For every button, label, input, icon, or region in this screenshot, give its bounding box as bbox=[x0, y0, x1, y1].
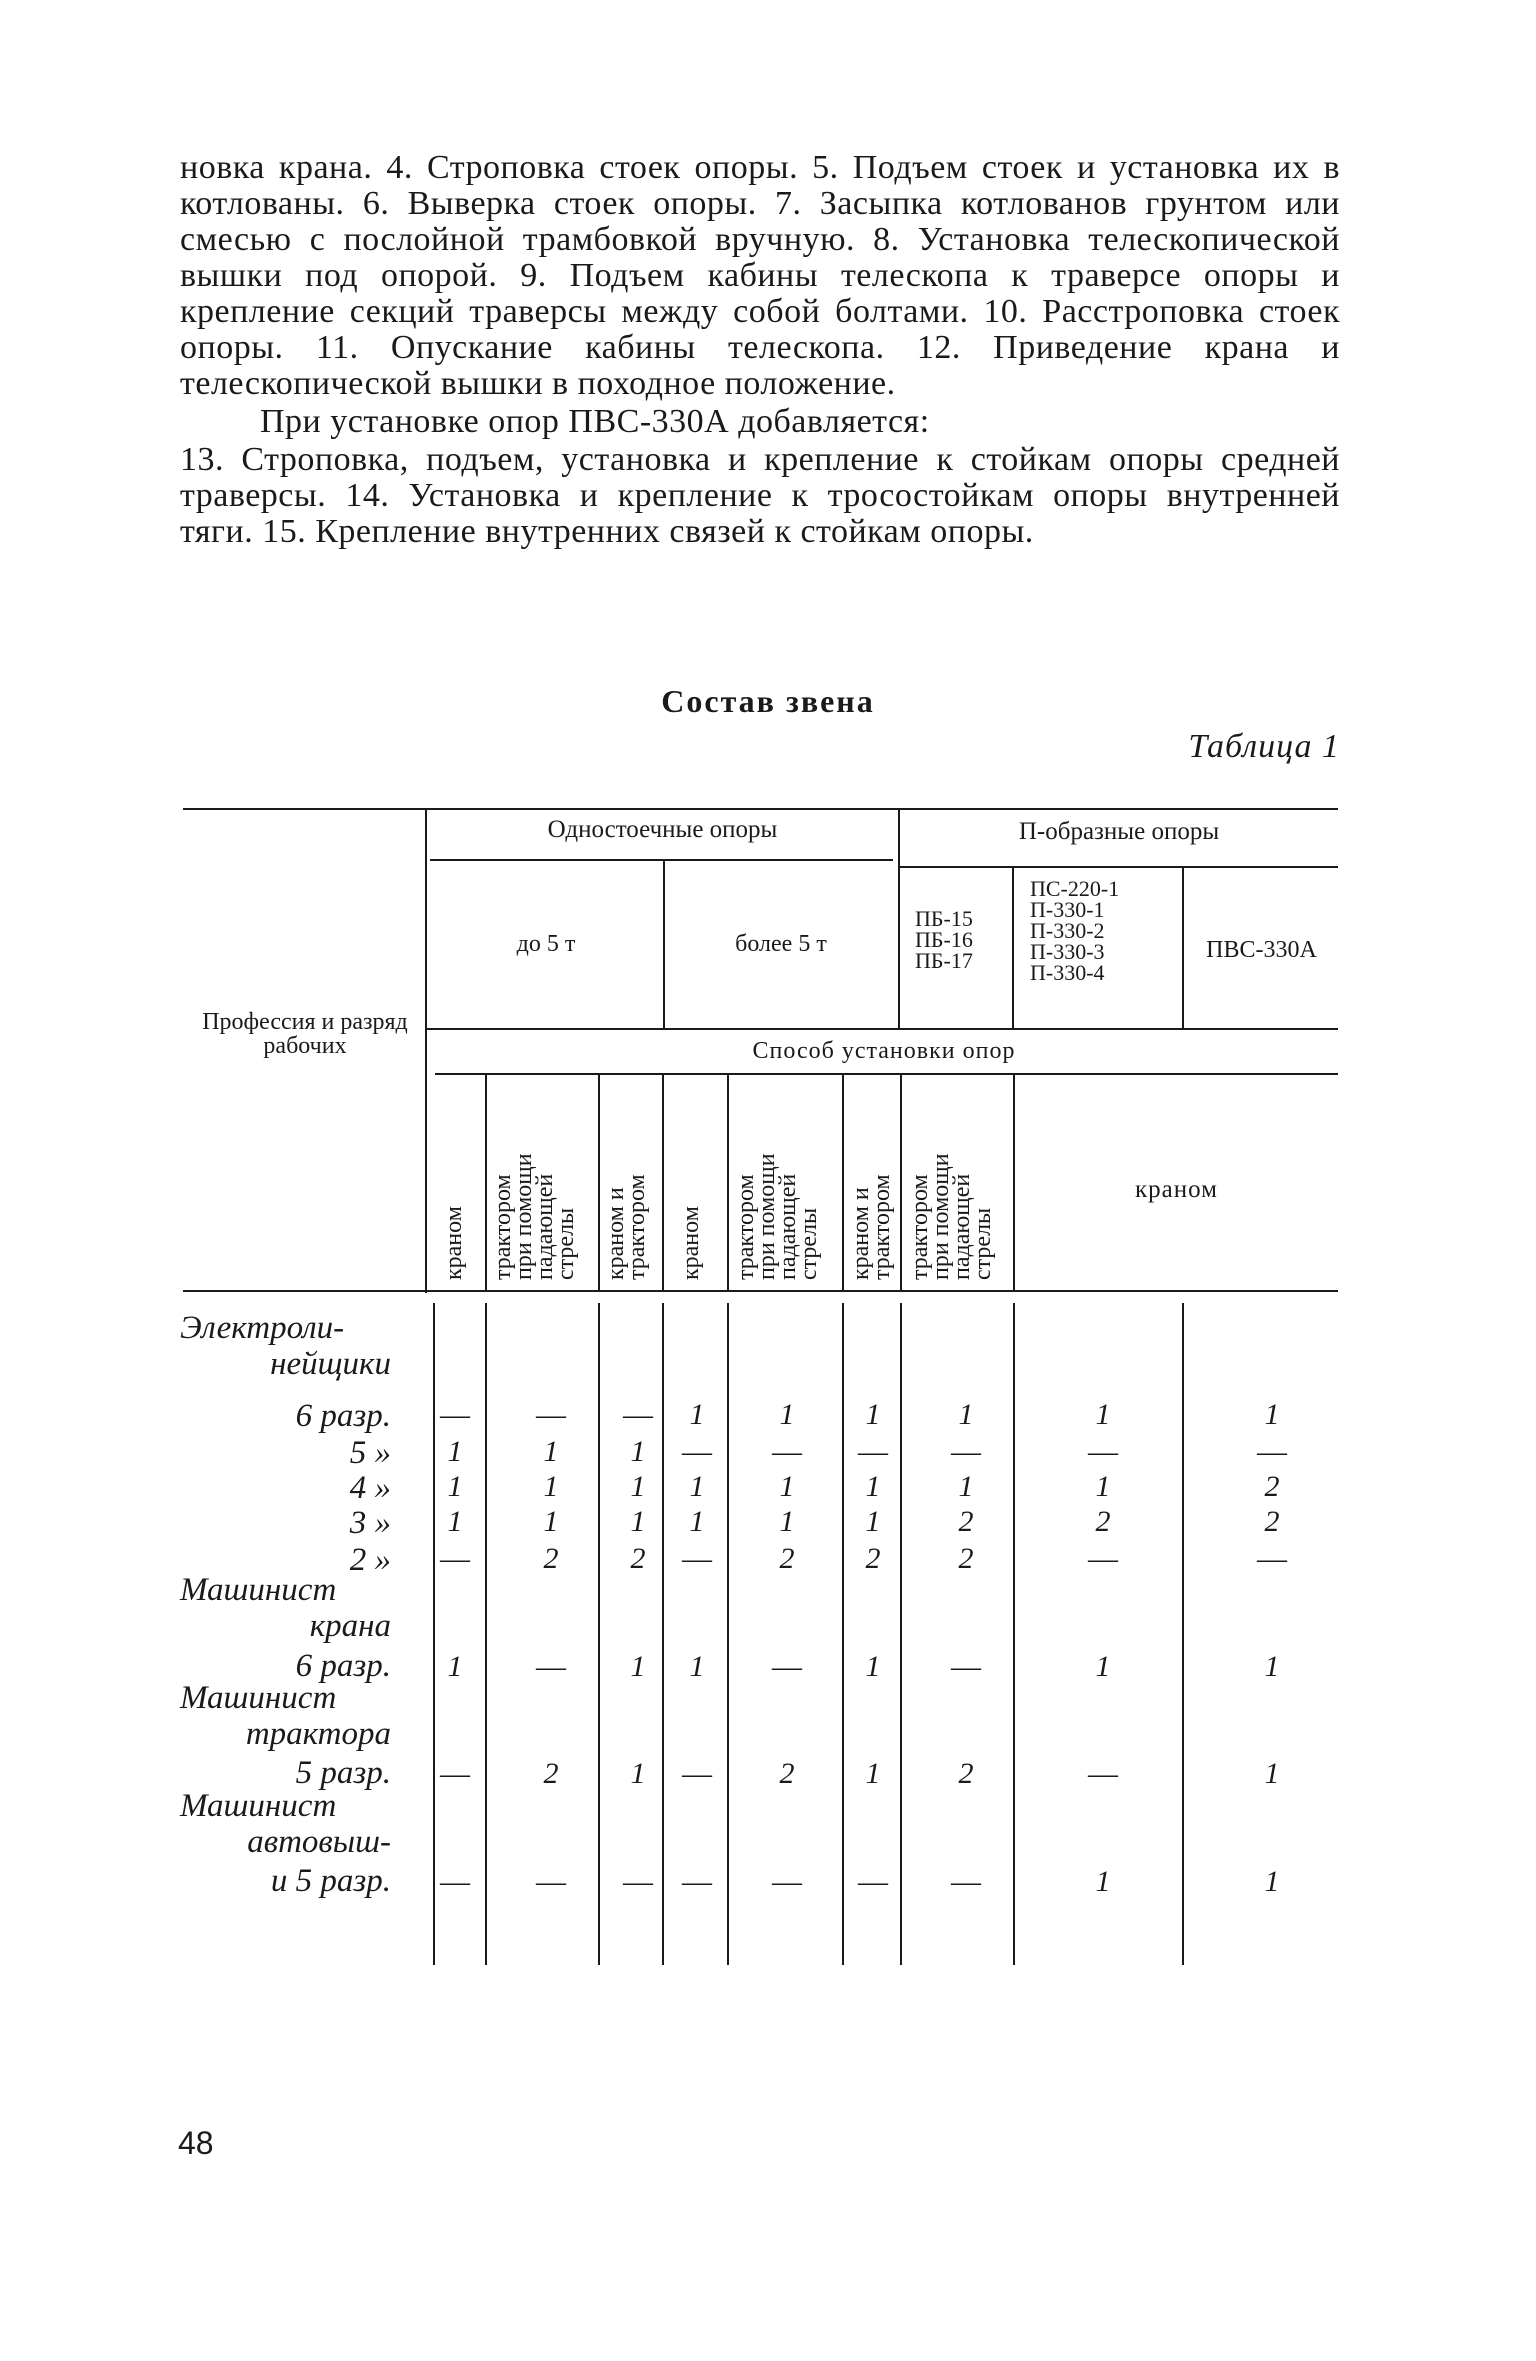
cell-r6-c8: 1 bbox=[1264, 1757, 1280, 1790]
row-label-5-0: Машинист bbox=[180, 1572, 337, 1608]
cell-r0-c4: 1 bbox=[779, 1398, 795, 1431]
cell-r3-c8: 2 bbox=[1264, 1505, 1280, 1538]
cell-r3-c0: 1 bbox=[447, 1505, 463, 1538]
row-label-7-1: автовыш- bbox=[247, 1824, 391, 1860]
header-code-pvs: ПВС-330А bbox=[1206, 937, 1317, 963]
method-header-1: трактором при помощи падающей стрелы bbox=[490, 1153, 579, 1280]
cell-r3-c7: 2 bbox=[1095, 1505, 1111, 1538]
cell-r6-c7: — bbox=[1088, 1757, 1118, 1790]
rule-under-method bbox=[435, 1073, 1338, 1075]
cell-r6-c2: 1 bbox=[630, 1757, 646, 1790]
cell-r1-c5: — bbox=[858, 1435, 888, 1468]
paragraph-3: 13. Строповка, подъем, установка и крепление к стойкам опоры средней траверсы. 14. Установка и крепление к тросостойкам опоры внутренней тяги. 15. Крепление внутренних связей к стойкам опоры. bbox=[180, 441, 1340, 550]
cell-r2-c4: 1 bbox=[779, 1470, 795, 1503]
cell-r2-c0: 1 bbox=[447, 1470, 463, 1503]
method-header-2: краном и трактором bbox=[603, 1174, 650, 1280]
vline-pb-ps bbox=[1012, 866, 1014, 1028]
cell-r1-c2: 1 bbox=[630, 1435, 646, 1468]
cell-r7-c6: — bbox=[951, 1865, 981, 1898]
row-grade-3: 3 » bbox=[349, 1505, 391, 1541]
vline-method-3 bbox=[727, 1075, 729, 1290]
row-label-6-1: трактора bbox=[245, 1716, 391, 1752]
cell-r4-c3: — bbox=[682, 1542, 712, 1575]
rule-under-p-group bbox=[900, 866, 1338, 868]
cell-r5-c8: 1 bbox=[1264, 1650, 1280, 1683]
header-upto-5t: до 5 т bbox=[516, 931, 576, 957]
vline-body-5 bbox=[842, 1303, 844, 1965]
cell-r5-c7: 1 bbox=[1095, 1650, 1111, 1683]
row-label-5-1: крана bbox=[309, 1608, 391, 1644]
cell-r4-c1: 2 bbox=[543, 1542, 559, 1575]
cell-r7-c8: 1 bbox=[1264, 1865, 1280, 1898]
cell-r5-c0: 1 bbox=[447, 1650, 463, 1683]
cell-r2-c2: 1 bbox=[630, 1470, 646, 1503]
cell-r7-c3: — bbox=[682, 1865, 712, 1898]
row-grade-7: и 5 разр. bbox=[270, 1863, 391, 1899]
cell-r3-c3: 1 bbox=[689, 1505, 705, 1538]
cell-r7-c1: — bbox=[536, 1865, 566, 1898]
method-header-0: краном bbox=[441, 1206, 467, 1280]
cell-r1-c3: — bbox=[682, 1435, 712, 1468]
cell-r4-c4: 2 bbox=[779, 1542, 795, 1575]
rule-under-single-group bbox=[430, 859, 893, 861]
cell-r4-c0: — bbox=[440, 1542, 470, 1575]
paragraph-2: При установке опор ПВС-330А добавляется: bbox=[260, 403, 930, 440]
cell-r1-c0: 1 bbox=[447, 1435, 463, 1468]
cell-r1-c1: 1 bbox=[543, 1435, 559, 1468]
cell-r1-c7: — bbox=[1088, 1435, 1118, 1468]
cell-r5-c4: — bbox=[772, 1650, 802, 1683]
row-grade-1: 5 » bbox=[349, 1435, 391, 1471]
header-codes-pb: ПБ-15 ПБ-16 ПБ-17 bbox=[915, 906, 973, 973]
cell-r4-c8: — bbox=[1257, 1542, 1287, 1575]
cell-r6-c5: 1 bbox=[865, 1757, 881, 1790]
row-grade-4: 2 » bbox=[349, 1542, 391, 1578]
table-top-rule bbox=[183, 808, 1338, 810]
cell-r7-c4: — bbox=[772, 1865, 802, 1898]
method-header-5: краном и трактором bbox=[848, 1174, 895, 1280]
vline-body-7 bbox=[1013, 1303, 1015, 1965]
header-bottom-rule bbox=[183, 1290, 1338, 1292]
cell-r2-c6: 1 bbox=[958, 1470, 974, 1503]
method-header-3: краном bbox=[678, 1206, 704, 1280]
cell-r5-c5: 1 bbox=[865, 1650, 881, 1683]
header-p-supports: П-образные опоры bbox=[1018, 818, 1220, 845]
cell-r5-c1: — bbox=[536, 1650, 566, 1683]
row-grade-0: 6 разр. bbox=[295, 1398, 391, 1434]
header-install-method: Способ установки опор bbox=[752, 1038, 1016, 1064]
cell-r0-c1: — bbox=[536, 1398, 566, 1431]
row-label-0-1: нейщики bbox=[270, 1346, 391, 1382]
cell-r3-c1: 1 bbox=[543, 1505, 559, 1538]
cell-r7-c2: — bbox=[623, 1865, 653, 1898]
header-profession: Профессия и разряд рабочих bbox=[202, 1009, 408, 1059]
cell-r1-c6: — bbox=[951, 1435, 981, 1468]
cell-r7-c7: 1 bbox=[1095, 1865, 1111, 1898]
cell-r0-c0: — bbox=[440, 1398, 470, 1431]
cell-r0-c8: 1 bbox=[1264, 1398, 1280, 1431]
row-grade-2: 4 » bbox=[349, 1470, 391, 1506]
cell-r4-c2: 2 bbox=[630, 1542, 646, 1575]
cell-r3-c2: 1 bbox=[630, 1505, 646, 1538]
cell-r3-c5: 1 bbox=[865, 1505, 881, 1538]
vline-body-2 bbox=[598, 1303, 600, 1965]
header-crane-wide: краном bbox=[1135, 1176, 1218, 1203]
vline-method-0 bbox=[485, 1075, 487, 1290]
cell-r0-c7: 1 bbox=[1095, 1398, 1111, 1431]
cell-r5-c2: 1 bbox=[630, 1650, 646, 1683]
cell-r0-c2: — bbox=[623, 1398, 653, 1431]
cell-r6-c0: — bbox=[440, 1757, 470, 1790]
cell-r5-c3: 1 bbox=[689, 1650, 705, 1683]
vline-method-1 bbox=[598, 1075, 600, 1290]
row-grade-5: 6 разр. bbox=[295, 1648, 391, 1684]
cell-r2-c7: 1 bbox=[1095, 1470, 1111, 1503]
cell-r5-c6: — bbox=[951, 1650, 981, 1683]
cell-r1-c8: — bbox=[1257, 1435, 1287, 1468]
row-grade-6: 5 разр. bbox=[295, 1755, 391, 1791]
cell-r3-c6: 2 bbox=[958, 1505, 974, 1538]
paragraph-1: новка крана. 4. Строповка стоек опоры. 5. Подъем стоек и установка их в котлованы. 6. Выверка стоек опоры. 7. Засыпка котлованов грунтом или смесью с послойной трамбовкой вручную. 8. Установка телескопической вышки под опорой. 9. Подъем кабины телескопа к траверсе опоры и крепление секций траверсы между собой болтами. 10. Расстроповка стоек опоры. 11. Опускание кабины телескопа. 12. Приведение крана и телескопической вышки в походное положение. bbox=[180, 149, 1340, 402]
vline-body-4 bbox=[727, 1303, 729, 1965]
row-label-6-0: Машинист bbox=[180, 1680, 337, 1716]
cell-r6-c3: — bbox=[682, 1757, 712, 1790]
cell-r0-c6: 1 bbox=[958, 1398, 974, 1431]
vline-method-5 bbox=[900, 1075, 902, 1290]
cell-r3-c4: 1 bbox=[779, 1505, 795, 1538]
vline-method-2 bbox=[662, 1075, 664, 1290]
header-single-supports: Одностоечные опоры bbox=[547, 816, 778, 843]
header-over-5t: более 5 т bbox=[735, 931, 827, 957]
cell-r7-c5: — bbox=[858, 1865, 888, 1898]
cell-r2-c5: 1 bbox=[865, 1470, 881, 1503]
vline-body-1 bbox=[485, 1303, 487, 1965]
cell-r6-c4: 2 bbox=[779, 1757, 795, 1790]
vline-label-separator bbox=[425, 808, 427, 1293]
cell-r1-c4: — bbox=[772, 1435, 802, 1468]
cell-r7-c0: — bbox=[440, 1865, 470, 1898]
page-number: 48 bbox=[178, 2125, 214, 2161]
method-header-4: трактором при помощи падающей стрелы bbox=[733, 1153, 822, 1280]
vline-method-4 bbox=[842, 1075, 844, 1290]
vline-body-8 bbox=[1182, 1303, 1184, 1965]
cell-r4-c6: 2 bbox=[958, 1542, 974, 1575]
vline-ps-pvs bbox=[1182, 866, 1184, 1028]
cell-r0-c3: 1 bbox=[689, 1398, 705, 1431]
cell-r4-c5: 2 bbox=[865, 1542, 881, 1575]
cell-r2-c1: 1 bbox=[543, 1470, 559, 1503]
table-title: Состав звена bbox=[661, 683, 875, 719]
vline-body-3 bbox=[662, 1303, 664, 1965]
cell-r0-c5: 1 bbox=[865, 1398, 881, 1431]
cell-r6-c6: 2 bbox=[958, 1757, 974, 1790]
cell-r6-c1: 2 bbox=[543, 1757, 559, 1790]
vline-body-6 bbox=[900, 1303, 902, 1965]
row-label-7-0: Машинист bbox=[180, 1788, 337, 1824]
rule-above-method bbox=[425, 1028, 1338, 1030]
cell-r4-c7: — bbox=[1088, 1542, 1118, 1575]
cell-r2-c3: 1 bbox=[689, 1470, 705, 1503]
table-label: Таблица 1 bbox=[1188, 728, 1340, 765]
header-codes-ps: ПС-220-1 П-330-1 П-330-2 П-330-3 П-330-4 bbox=[1030, 876, 1120, 985]
row-label-0-0: Электроли- bbox=[180, 1310, 345, 1346]
cell-r2-c8: 2 bbox=[1264, 1470, 1280, 1503]
method-header-6: трактором при помощи падающей стрелы bbox=[907, 1153, 996, 1280]
